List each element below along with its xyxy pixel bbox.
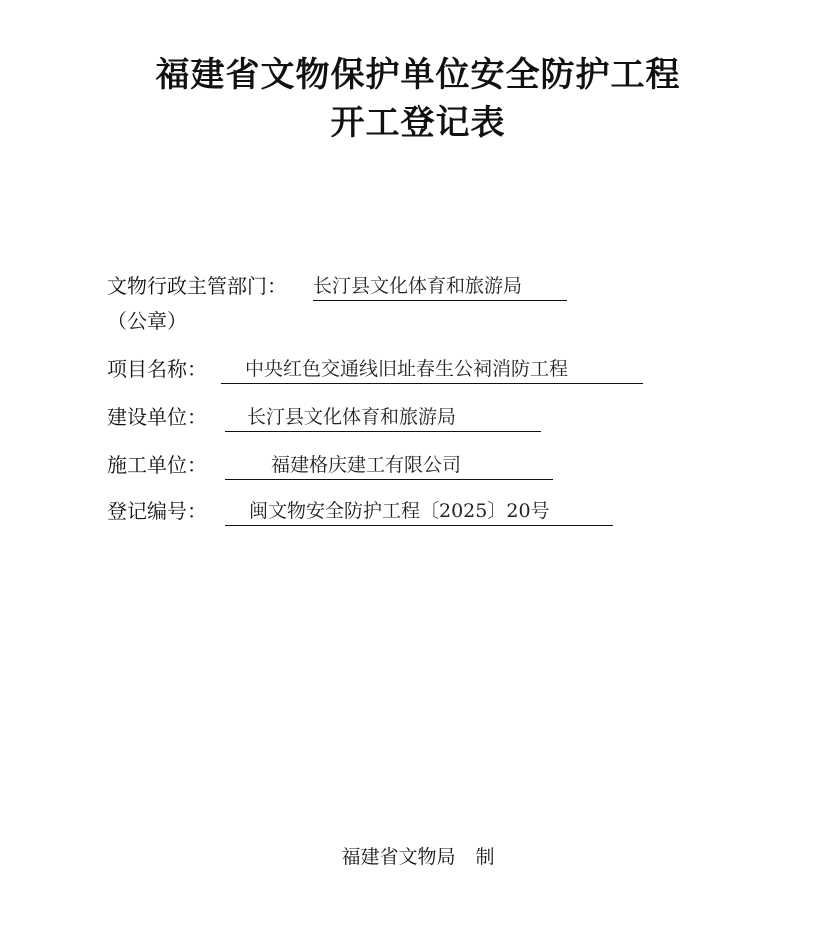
authority-value	[313, 271, 567, 301]
issuer-footer	[0, 842, 836, 872]
builder-value	[225, 402, 541, 432]
project-value-text: 中央红色交通线旧址春生公祠消防工程	[245, 358, 569, 380]
builder-label: 建设单位：	[107, 405, 207, 429]
issuer-suffix: 制	[475, 846, 495, 868]
issuer-name: 福建省文物局	[341, 846, 456, 868]
registration-number-label: 登记编号：	[107, 499, 207, 523]
registration-number-value	[225, 496, 613, 526]
seal-note: （公章）	[107, 309, 187, 333]
project-value	[221, 354, 643, 384]
builder-value-text: 长汀县文化体育和旅游局	[247, 406, 457, 428]
authority-value-text: 长汀县文化体育和旅游局	[313, 275, 523, 297]
document-title-line-1: 福建省文物保护单位安全防护工程	[155, 55, 681, 95]
project-label: 项目名称：	[107, 357, 207, 381]
registration-number-value-text: 闽文物安全防护工程〔2025〕20号	[249, 500, 550, 522]
authority-label: 文物行政主管部门：	[107, 274, 287, 298]
contractor-value	[225, 450, 553, 480]
contractor-value-text: 福建格庆建工有限公司	[271, 454, 462, 476]
contractor-label: 施工单位：	[107, 453, 207, 477]
document-title-line-2: 开工登记表	[330, 103, 506, 143]
